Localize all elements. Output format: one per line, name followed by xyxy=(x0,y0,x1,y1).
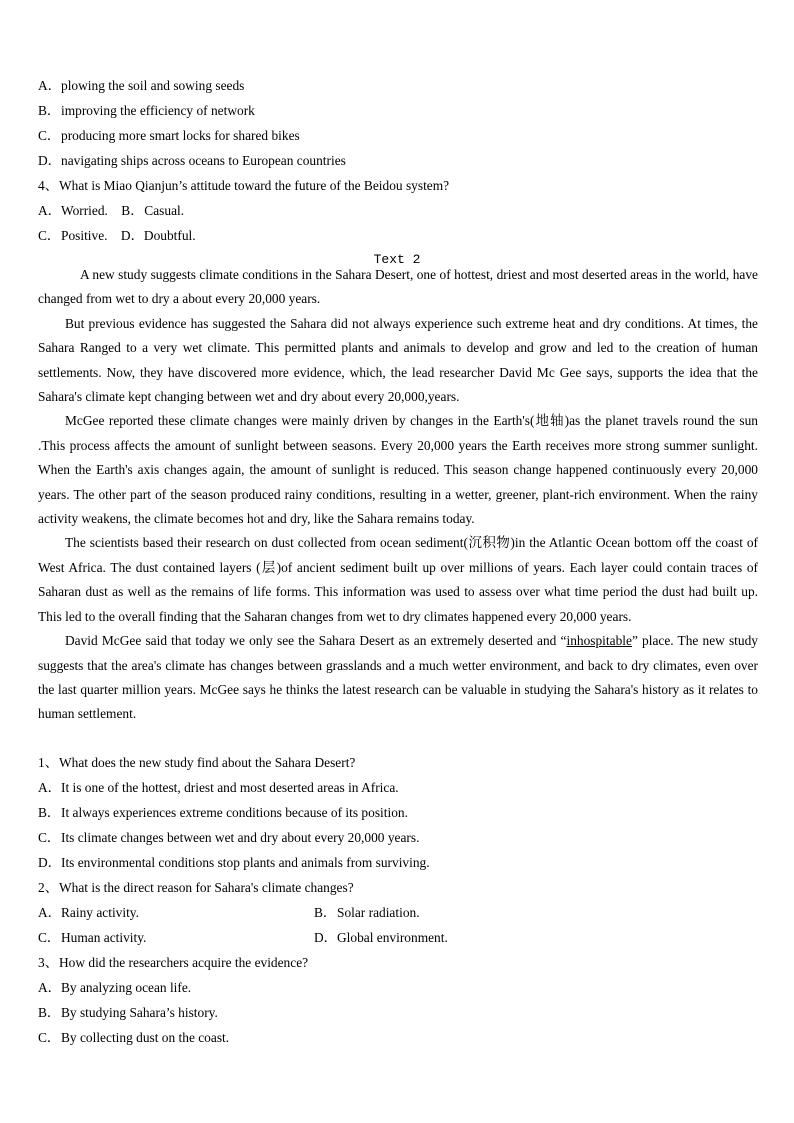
question-4 xyxy=(38,173,758,198)
option-text: Casual. xyxy=(144,203,185,218)
option-d xyxy=(314,925,590,950)
option-text: By studying Sahara’s history. xyxy=(61,1005,218,1020)
option-label: A． xyxy=(38,78,62,93)
question-1 xyxy=(38,750,758,775)
passage-paragraph-2: But previous evidence has suggested the Sahara did not always experience such extreme heat and dry conditions. At times, the Sahara Ranged to a very wet climate. This permitted plants and animals to develop and grow and led to the creation of human settlements. Now, they have discovered more evidence, which, the lead researcher David Mc Gee says, supports the idea that the Sahara's climate kept changing between wet and dry about every 20,000,years. xyxy=(38,315,758,405)
option-c xyxy=(38,925,314,950)
option-text: Human activity. xyxy=(61,930,147,945)
option-c xyxy=(38,825,758,850)
question-3 xyxy=(38,950,758,975)
option-label: D． xyxy=(120,228,144,243)
option-text: plowing the soil and sowing seeds xyxy=(61,78,245,93)
option-text: Doubtful. xyxy=(143,228,196,243)
question-4-options-ab xyxy=(38,198,758,223)
underlined-word: inhospitable xyxy=(566,633,632,649)
option-b xyxy=(314,900,590,925)
section-title: Text 2 xyxy=(373,252,421,267)
option-text: Positive. xyxy=(61,228,108,243)
option-text: It always experiences extreme conditions because of its position. xyxy=(61,805,408,820)
option-text: Its environmental conditions stop plants and animals from surviving. xyxy=(61,855,430,870)
option-text: producing more smart locks for shared bikes xyxy=(61,128,300,143)
question-2-options-ab xyxy=(38,900,758,925)
option-label: C． xyxy=(38,830,61,845)
option-text: Global environment. xyxy=(337,930,448,945)
question-number: 2、 xyxy=(38,880,59,895)
option-text: navigating ships across oceans to European countries xyxy=(61,153,346,168)
question-number: 4、 xyxy=(38,178,59,193)
option-a xyxy=(38,775,758,800)
option-c xyxy=(38,123,758,148)
question-2-options-cd xyxy=(38,925,758,950)
option-label: C． xyxy=(38,930,61,945)
option-label: B． xyxy=(38,103,61,118)
option-text: By analyzing ocean life. xyxy=(61,980,192,995)
option-label: D． xyxy=(38,153,62,168)
paragraph-text: David McGee said that today we only see the Sahara Desert as an extremely deserted and “ xyxy=(65,633,567,649)
option-label: D． xyxy=(38,855,62,870)
option-c xyxy=(38,1025,758,1050)
option-text: Its climate changes between wet and dry about every 20,000 years. xyxy=(61,830,420,845)
option-label: B． xyxy=(314,905,337,920)
passage-paragraph-3: McGee reported these climate changes were mainly driven by changes in the Earth's(地轴)as the planet travels round the sun .This process affects the amount of sunlight between seasons. Every 20,000 years the Earth receives more strong summer sunlight. When the Earth's axis changes again, the amount of sunlight is reduced. This season change happened continuously every 20,000 years. The other part of the season produced rainy conditions, resulting in a wetter, greener, plant-rich environment. When the rainy activity weakens, the climate becomes hot and dry, like the Sahara remains today. xyxy=(38,413,758,527)
option-label: B． xyxy=(38,1005,61,1020)
option-a xyxy=(38,73,758,98)
option-d xyxy=(38,148,758,173)
question-4-options-cd xyxy=(38,223,758,248)
passage-paragraph-1: A new study suggests climate conditions in the Sahara Desert, one of hottest, driest and most deserted areas in the world, have changed from wet to dry a about every 20,000 years. xyxy=(38,267,758,307)
option-text: Worried. xyxy=(61,203,108,218)
option-text: It is one of the hottest, driest and most deserted areas in Africa. xyxy=(61,780,399,795)
option-label: D． xyxy=(314,930,338,945)
option-label: A． xyxy=(38,780,62,795)
question-text: What does the new study find about the Sahara Desert? xyxy=(59,755,356,770)
option-label: B． xyxy=(38,805,61,820)
question-number: 3、 xyxy=(38,955,59,970)
option-b xyxy=(38,1000,758,1025)
option-label: A． xyxy=(38,905,62,920)
questions-block xyxy=(38,750,758,1050)
option-text: Solar radiation. xyxy=(337,905,420,920)
option-text: Rainy activity. xyxy=(61,905,139,920)
option-label: C． xyxy=(38,1030,61,1045)
option-label: A． xyxy=(38,203,62,218)
option-text: By collecting dust on the coast. xyxy=(61,1030,230,1045)
option-text: improving the efficiency of network xyxy=(61,103,255,118)
passage xyxy=(38,263,758,727)
option-a xyxy=(38,900,314,925)
option-label: C． xyxy=(38,228,61,243)
option-a xyxy=(38,975,758,1000)
option-b xyxy=(38,800,758,825)
passage-paragraph-4: The scientists based their research on dust collected from ocean sediment(沉积物)in the Atlantic Ocean bottom off the coast of West Africa. The dust contained layers (层)of ancient sediment built up over millions of years. Each layer could contain traces of Saharan dust as well as the remains of life forms. This information was used to assess over what time period the dust had built up. This led to the overall finding that the Saharan changes from wet to dry climates happened every 20,000 years. xyxy=(38,535,758,624)
option-label: C． xyxy=(38,128,61,143)
paragraph-text: ” place. The new study suggests that the area's climate has changes between grasslands and a much wetter environment, and back to dry climates, even over the last quarter million years. McGee says he thinks the latest research can be valuable in studying the Sahara's history as it relates to human settlement. xyxy=(38,633,758,722)
passage-paragraph-5 xyxy=(38,629,758,727)
previous-question-block xyxy=(38,73,758,248)
option-b xyxy=(38,98,758,123)
question-text: What is the direct reason for Sahara's climate changes? xyxy=(59,880,354,895)
option-label: B． xyxy=(121,203,144,218)
option-d xyxy=(38,850,758,875)
option-label: A． xyxy=(38,980,62,995)
question-2 xyxy=(38,875,758,900)
question-text: How did the researchers acquire the evidence? xyxy=(59,955,309,970)
question-number: 1、 xyxy=(38,755,59,770)
question-text: What is Miao Qianjun’s attitude toward the future of the Beidou system? xyxy=(59,178,450,193)
